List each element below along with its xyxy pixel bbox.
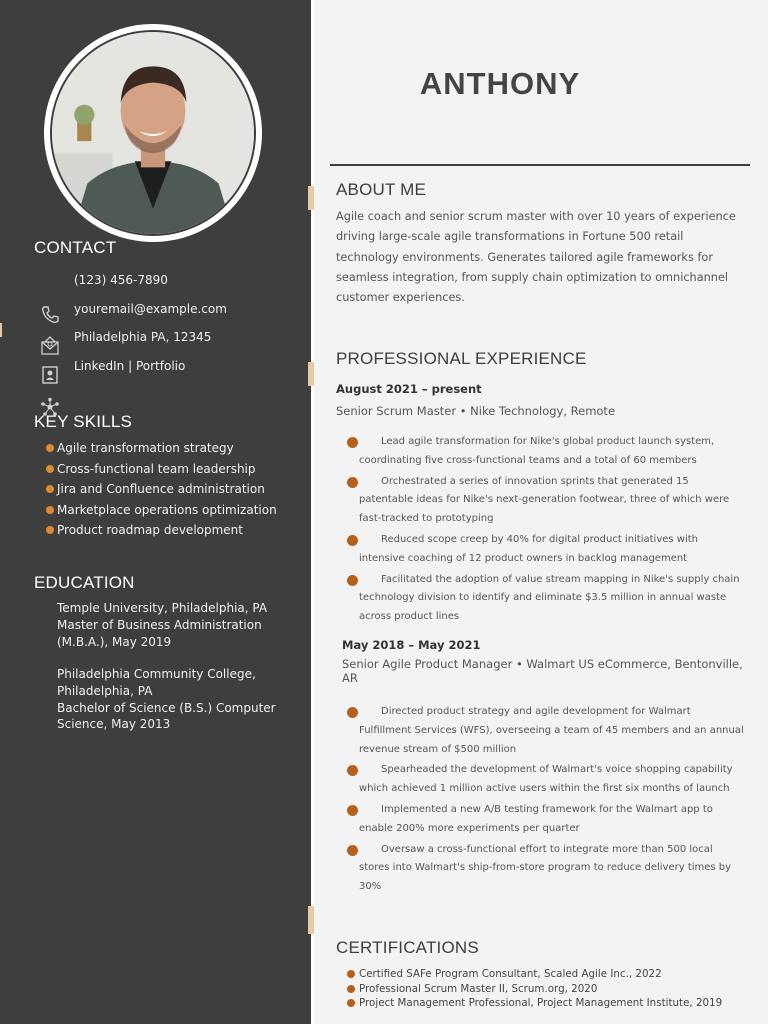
list-item: Orchestrated a series of innovation sprints that generated 15 patentable ideas for Nike's next-generation footwear, three of which were fast-tracked to prototyping — [347, 473, 745, 529]
profile-photo — [44, 24, 262, 242]
address-book-icon — [40, 365, 60, 385]
list-item: Certified SAFe Program Consultant, Scaled Agile Inc., 2022 — [347, 967, 722, 982]
divider-tick — [308, 906, 314, 934]
job-bullets — [347, 703, 745, 899]
bullet-dot-icon — [347, 970, 355, 978]
sidebar-divider — [311, 0, 314, 1024]
candidate-name: ANTHONY — [419, 66, 581, 101]
education-entry — [57, 600, 297, 650]
bullet-dot-icon — [46, 465, 54, 473]
experience-heading: PROFESSIONAL EXPERIENCE — [336, 349, 587, 368]
list-item: Reduced scope creep by 40% for digital product initiatives with intensive coaching of 12 product owners in backlog management — [347, 531, 745, 569]
list-item: Professional Scrum Master II, Scrum.org, 2020 — [347, 982, 722, 997]
contact-phone: (123) 456-7890 — [74, 273, 168, 287]
contact-heading: CONTACT — [34, 238, 117, 257]
education-degree: Master of Business Administration (M.B.A.), May 2019 — [57, 617, 262, 649]
list-item: Oversaw a cross-functional effort to integrate more than 500 local stores into Walmart's ship-from-store program to reduce delivery times by 30% — [347, 841, 745, 897]
bullet-dot-icon — [347, 985, 355, 993]
about-heading: ABOUT ME — [336, 180, 427, 199]
person-portrait-icon — [52, 32, 254, 234]
skills-list — [46, 438, 277, 541]
list-item: Jira and Confluence administration — [46, 479, 277, 500]
divider-tick — [308, 362, 314, 386]
education-degree: Bachelor of Science (B.S.) Computer Science, May 2013 — [57, 700, 276, 732]
list-item: Marketplace operations optimization — [46, 500, 277, 521]
list-item: Product roadmap development — [46, 520, 277, 541]
education-school: Temple University, Philadelphia, PA — [57, 601, 268, 615]
list-item: Spearheaded the development of Walmart's voice shopping capability which achieved 1 million active users within the first six months of launch — [347, 761, 745, 799]
job-dates: May 2018 – May 2021 — [342, 638, 481, 652]
divider-tick — [308, 186, 314, 210]
education-school: Philadelphia Community College, Philadelphia, PA — [57, 667, 256, 698]
header-rule — [330, 164, 750, 166]
list-item: Project Management Professional, Project Management Institute, 2019 — [347, 996, 722, 1011]
job-bullets — [347, 433, 745, 629]
list-item: Lead agile transformation for Nike's global product launch system, coordinating five cross-functional teams and a total of 60 members — [347, 433, 745, 471]
email-icon — [40, 336, 60, 356]
phone-icon — [40, 305, 60, 325]
certifications-heading: CERTIFICATIONS — [336, 938, 479, 957]
certifications-list — [347, 967, 722, 1011]
about-text: Agile coach and senior scrum master with over 10 years of experience driving large-scale agile transformations in Fortune 500 retail technology environments. Generates tailored agile frameworks for seamless integration, from supply chain optimization to omnichannel customer experiences. — [336, 210, 736, 305]
bullet-dot-icon — [46, 506, 54, 514]
skills-heading: KEY SKILLS — [34, 412, 133, 431]
job-role: Senior Scrum Master • Nike Technology, Remote — [336, 404, 616, 418]
edge-tick — [0, 323, 2, 337]
list-item: Cross-functional team leadership — [46, 459, 277, 480]
list-item: Agile transformation strategy — [46, 438, 277, 459]
list-item: Directed product strategy and agile development for Walmart Fulfillment Services (WFS), overseeing a team of 45 members and an annual revenue stream of $500 million — [347, 703, 745, 759]
list-item: Implemented a new A/B testing framework for the Walmart app to enable 200% more experiments per quarter — [347, 801, 745, 839]
bullet-dot-icon — [46, 526, 54, 534]
list-item: Facilitated the adoption of value stream mapping in Nike's supply chain technology division to identify and eliminate $3.5 million in annual waste across product lines — [347, 571, 745, 627]
job-role: Senior Agile Product Manager • Walmart US eCommerce, Bentonville, AR — [342, 657, 743, 685]
bullet-dot-icon — [347, 999, 355, 1007]
contact-links[interactable]: LinkedIn | Portfolio — [74, 359, 186, 373]
contact-email[interactable]: youremail@example.com — [74, 302, 227, 316]
education-heading: EDUCATION — [34, 573, 135, 592]
contact-location: Philadelphia PA, 12345 — [74, 330, 212, 344]
education-entry — [57, 666, 277, 733]
job-dates: August 2021 – present — [336, 382, 482, 396]
bullet-dot-icon — [46, 444, 54, 452]
bullet-dot-icon — [46, 485, 54, 493]
